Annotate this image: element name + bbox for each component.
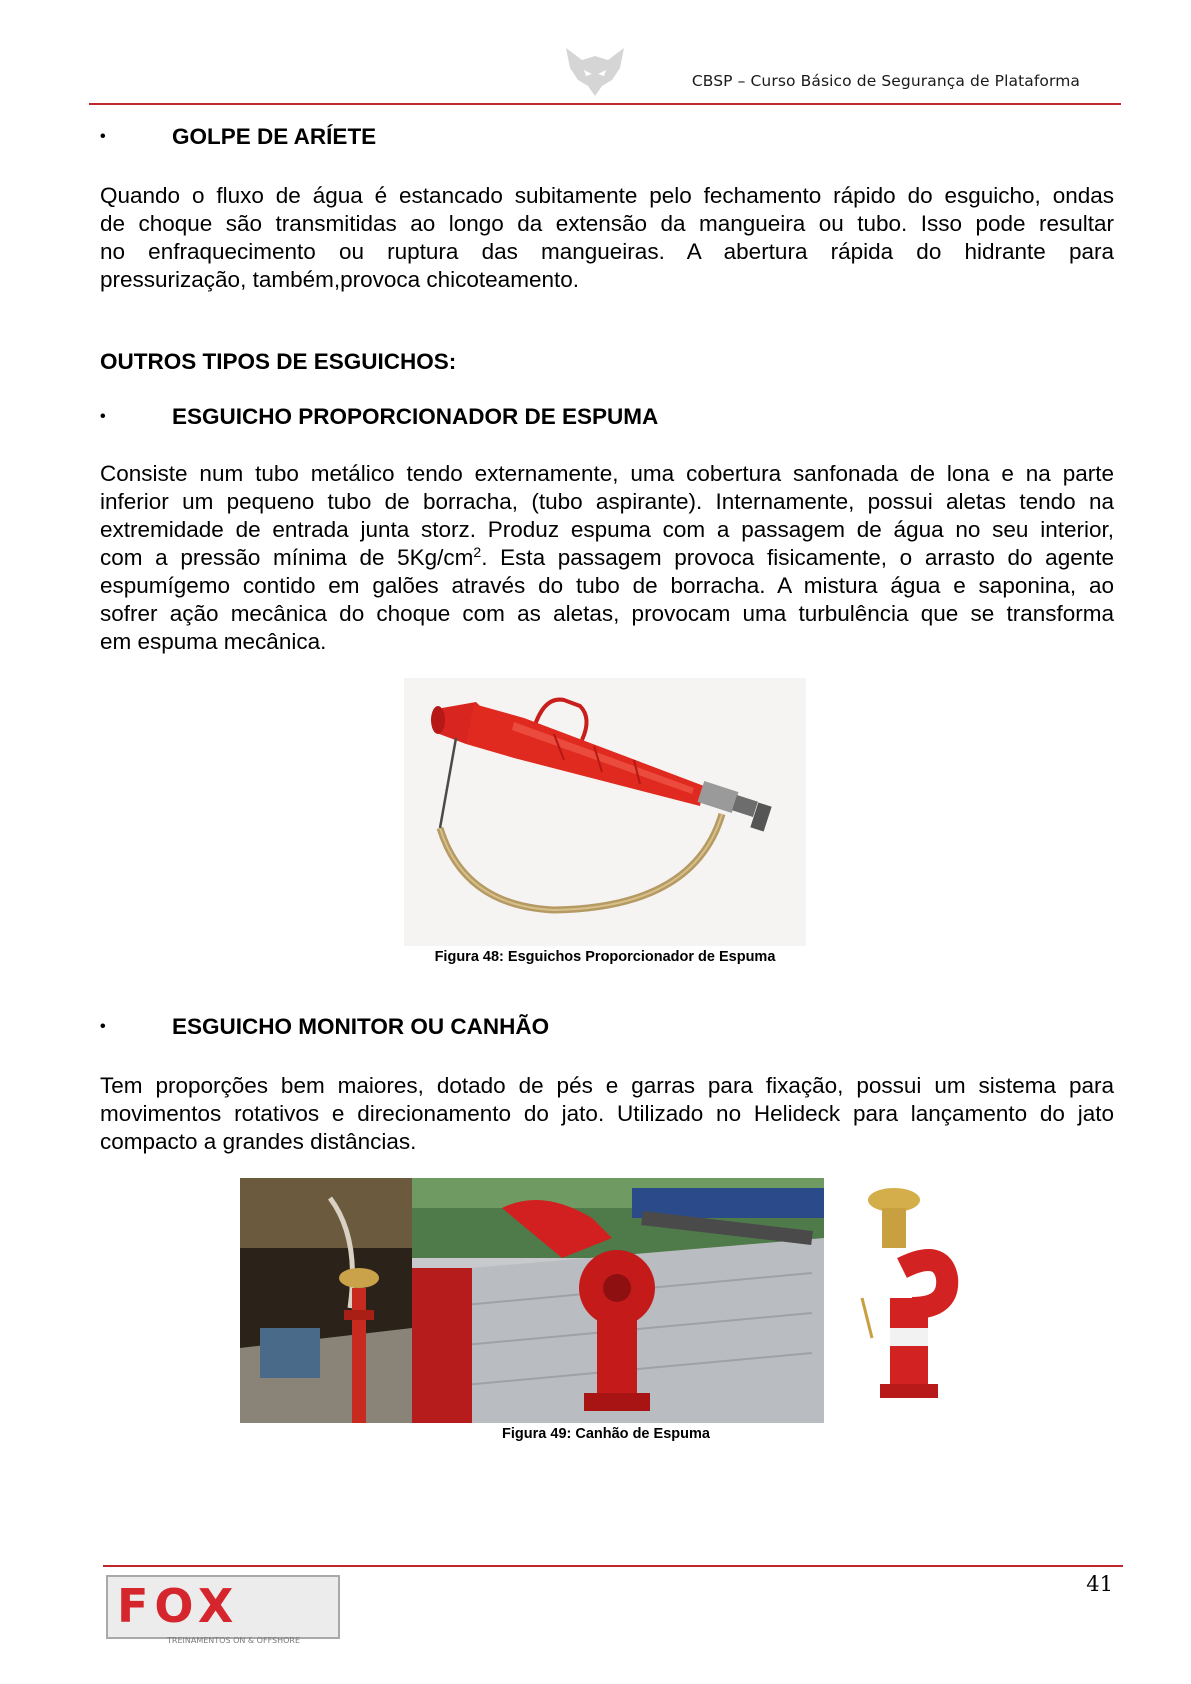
text-fragment: . Esta passagem provoca fisicamente, o arrasto do agente xyxy=(481,545,1114,570)
text-line: Quando o fluxo de água é estancado subitamente pelo fechamento rápido do esguicho, ondas xyxy=(100,183,1114,208)
text-fragment: com a pressão mínima de 5Kg/cm xyxy=(100,545,474,570)
figure-49-caption: Figura 49: Canhão de Espuma xyxy=(502,1426,710,1442)
heading-text: ESGUICHO MONITOR OU CANHÃO xyxy=(172,1014,550,1039)
text-line: Consiste num tubo metálico tendo externamente, uma cobertura sanfonada de lona e na parte xyxy=(100,461,1114,486)
heading-outros-tipos: OUTROS TIPOS DE ESGUICHOS: xyxy=(100,349,457,374)
text-line: movimentos rotativos e direcionamento do jato. Utilizado no Helideck para lançamento do jato xyxy=(100,1101,1114,1126)
heading-text: ESGUICHO PROPORCIONADOR DE ESPUMA xyxy=(172,404,659,429)
bullet: • xyxy=(100,408,106,425)
figure-49-photo-helideck-monitor xyxy=(240,1178,412,1423)
paragraph-monitor xyxy=(100,1072,1114,1156)
fox-logo xyxy=(105,1574,341,1646)
text-line: de choque são transmitidas ao longo da extensão da mangueira ou tubo. Isso pode resultar xyxy=(100,211,1114,236)
text-line xyxy=(100,544,1114,572)
figure-48-caption: Figura 48: Esguichos Proporcionador de Espuma xyxy=(434,949,776,965)
figure-49-photo-monitor-product xyxy=(842,1178,972,1423)
text-line: espumígemo contido em galões através do tubo de borracha. A mistura água e saponina, ao xyxy=(100,573,1114,598)
text-line: pressurização, também,provoca chicoteamento. xyxy=(100,267,579,292)
footer-divider xyxy=(103,1565,1123,1567)
bullet: • xyxy=(100,1018,106,1035)
header-divider xyxy=(89,103,1121,105)
text-line: sofrer ação mecânica do choque com as aletas, provocam uma turbulência que se transforma xyxy=(100,601,1114,626)
paragraph-golpe xyxy=(100,182,1114,294)
logo-wordmark: FOX xyxy=(117,1579,240,1633)
page-number: 41 xyxy=(1086,1572,1113,1596)
heading-proporcionador xyxy=(100,404,658,430)
logo-tagline: TREINAMENTOS ON & OFFSHORE xyxy=(167,1636,301,1645)
figure-49-photo-truck-monitor xyxy=(412,1178,824,1423)
text-line: Tem proporções bem maiores, dotado de pés e garras para fixação, possui um sistema para xyxy=(100,1073,1114,1098)
text-line: em espuma mecânica. xyxy=(100,629,327,654)
figure-48-foam-proportioner xyxy=(404,678,806,946)
header-title: CBSP – Curso Básico de Segurança de Plataforma xyxy=(691,72,1080,90)
text-line: inferior um pequeno tubo de borracha, (tubo aspirante). Internamente, possui aletas tendo na xyxy=(100,489,1114,514)
superscript: 2 xyxy=(473,544,482,560)
header-fox-icon xyxy=(562,46,628,98)
paragraph-proporcionador xyxy=(100,460,1114,656)
heading-text: GOLPE DE ARÍETE xyxy=(172,124,377,149)
text-line: no enfraquecimento ou ruptura das mangueiras. A abertura rápida do hidrante para xyxy=(100,239,1114,264)
heading-golpe xyxy=(100,124,376,150)
text-line: extremidade de entrada junta storz. Produz espuma com a passagem de água no seu interior, xyxy=(100,517,1114,542)
heading-monitor xyxy=(100,1014,549,1040)
bullet: • xyxy=(100,128,106,145)
text-line: compacto a grandes distâncias. xyxy=(100,1129,417,1154)
